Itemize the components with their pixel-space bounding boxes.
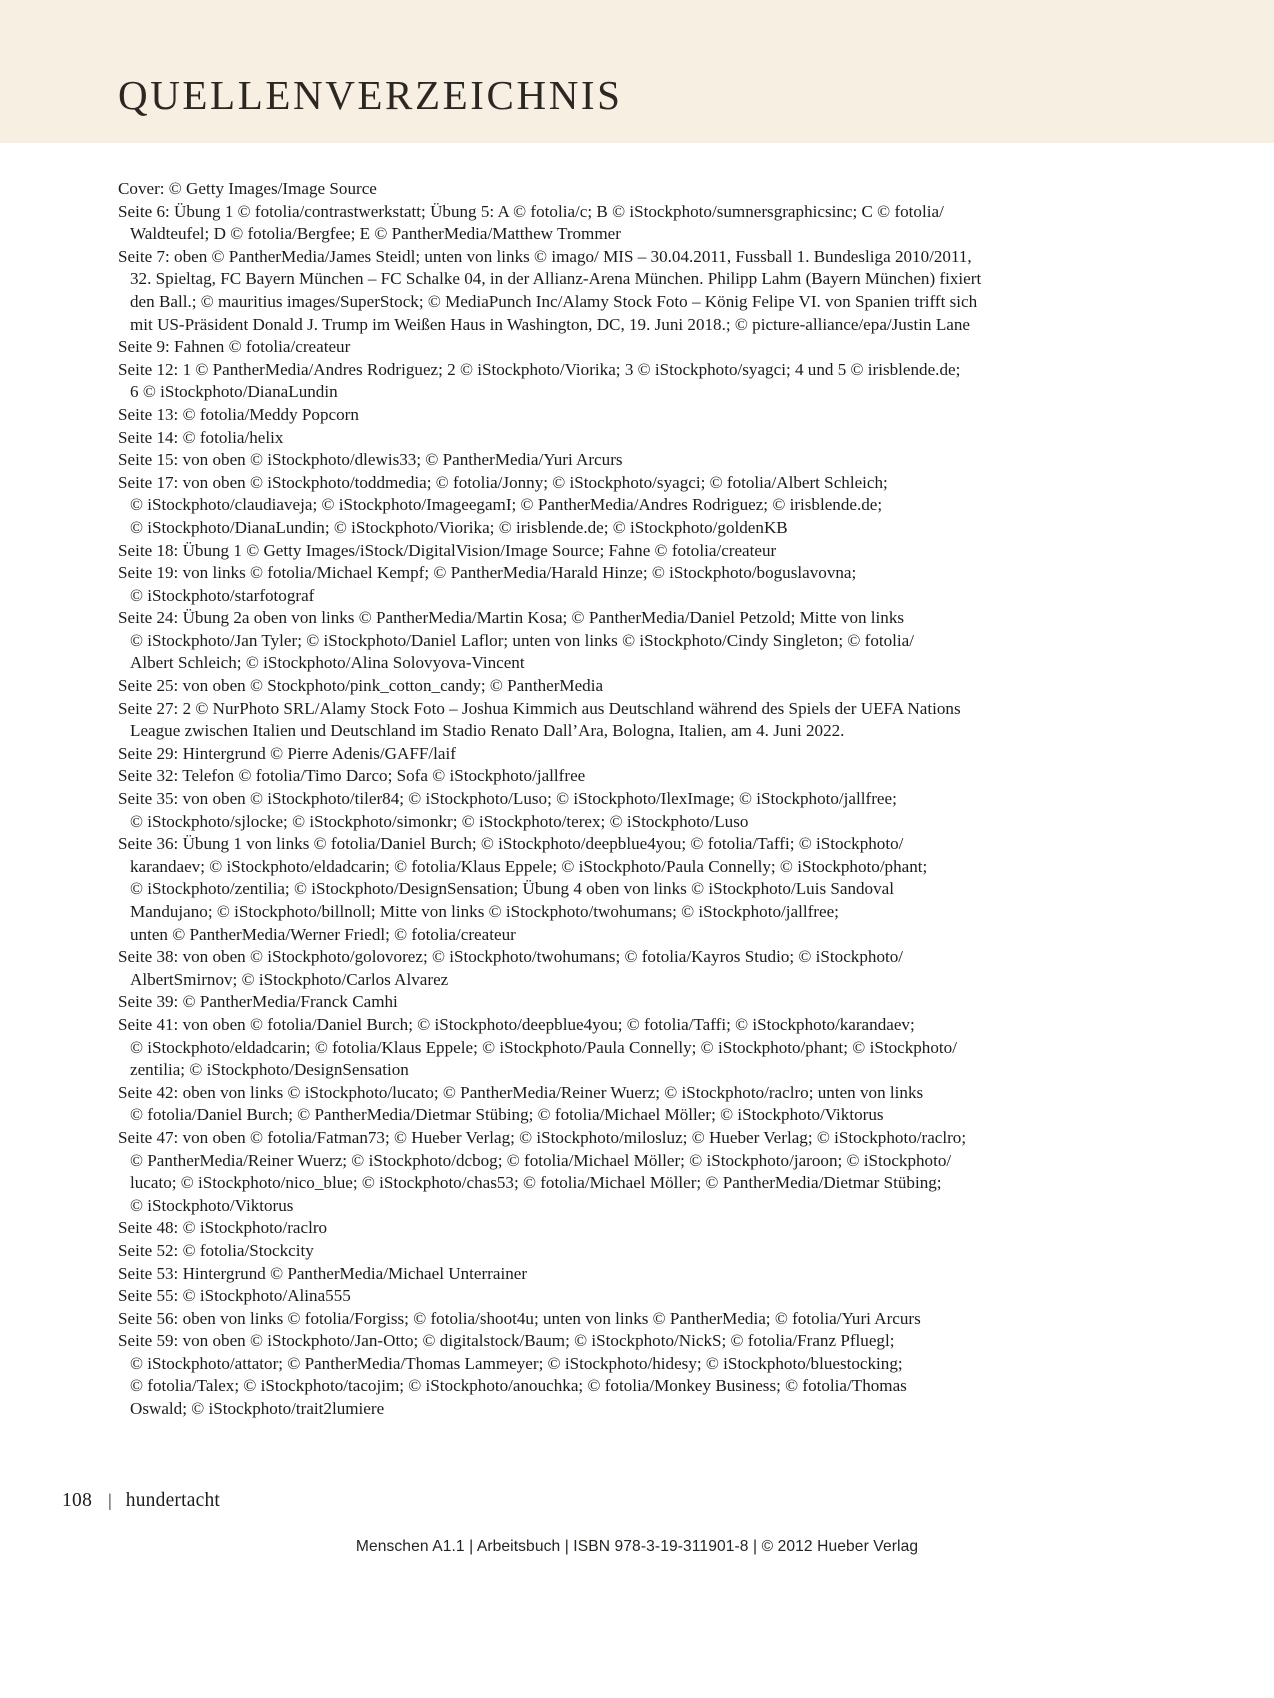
source-entry-line: Seite 6: Übung 1 © fotolia/contrastwerkstatt; Übung 5: A © fotolia/c; B © iStockphoto/sumnersgraphicsinc; C © fotolia/ xyxy=(118,201,944,221)
source-entry-line: Seite 29: Hintergrund © Pierre Adenis/GAFF/laif xyxy=(118,743,456,763)
source-entry-line: AlbertSmirnov; © iStockphoto/Carlos Alvarez xyxy=(130,969,449,989)
source-entry-line: Mandujano; © iStockphoto/billnoll; Mitte von links © iStockphoto/twohumans; © iStockphoto/jallfree; xyxy=(130,902,839,921)
source-entry xyxy=(118,675,1048,698)
source-entry-line: Seite 27: 2 © NurPhoto SRL/Alamy Stock Foto – Joshua Kimmich aus Deutschland während des Spiels der UEFA Nations xyxy=(118,698,961,718)
source-entry-line: © iStockphoto/DianaLundin; © iStockphoto/Viorika; © irisblende.de; © iStockphoto/goldenKB xyxy=(130,517,788,537)
source-entry-line: © fotolia/Talex; © iStockphoto/tacojim; © iStockphoto/anouchka; © fotolia/Monkey Business; © fotolia/Thomas xyxy=(130,1376,907,1396)
source-entry xyxy=(118,336,1048,359)
source-entry xyxy=(118,1330,1048,1420)
source-entry xyxy=(118,359,1048,404)
source-entry-line: © PantherMedia/Reiner Wuerz; © iStockphoto/dcbog; © fotolia/Michael Möller; © iStockphoto/jaroon; © iStockphoto/ xyxy=(130,1150,952,1170)
source-entry-line: Seite 36: Übung 1 von links © fotolia/Daniel Burch; © iStockphoto/deepblue4you; © fotolia/Taffi; © iStockphoto/ xyxy=(118,834,904,854)
source-entry-line: © iStockphoto/zentilia; © iStockphoto/DesignSensation; Übung 4 oben von links © iStockphoto/Luis Sandoval xyxy=(130,879,894,899)
source-entry-line: Albert Schleich; © iStockphoto/Alina Solovyova-Vincent xyxy=(130,653,525,673)
source-entry xyxy=(118,991,1048,1014)
source-entry-line: Seite 13: © fotolia/Meddy Popcorn xyxy=(118,404,359,424)
source-entry-line: Seite 7: oben © PantherMedia/James Steidl; unten von links © imago/ MIS – 30.04.2011, Fussball 1. Bundesliga 2010/2011, xyxy=(118,246,972,266)
source-entry xyxy=(118,1285,1048,1308)
imprint-line: Menschen A1.1 | Arbeitsbuch | ISBN 978-3-19-311901-8 | © 2012 Hueber Verlag xyxy=(355,1538,919,1555)
source-entry xyxy=(118,607,1048,675)
source-entry-line: Seite 9: Fahnen © fotolia/createur xyxy=(118,337,351,357)
source-entry-line: © iStockphoto/Viktorus xyxy=(130,1195,294,1215)
folio xyxy=(62,1490,220,1512)
source-entry-line: Seite 12: 1 © PantherMedia/Andres Rodriguez; 2 © iStockphoto/Viorika; 3 © iStockphoto/syagci; 4 und 5 © irisblende.de; xyxy=(118,359,961,379)
source-entry-line: Seite 18: Übung 1 © Getty Images/iStock/DigitalVision/Image Source; Fahne © fotolia/createur xyxy=(118,540,777,560)
sources-list xyxy=(118,178,1048,1421)
source-entry xyxy=(118,201,1048,246)
source-entry-line: Seite 24: Übung 2a oben von links © PantherMedia/Martin Kosa; © PantherMedia/Daniel Petzold; Mitte von links xyxy=(118,608,905,628)
source-entry-line: mit US-Präsident Donald J. Trump im Weißen Haus in Washington, DC, 19. Juni 2018.; © picture-alliance/epa/Justin Lane xyxy=(130,314,970,334)
source-entry xyxy=(118,472,1048,540)
source-entry-line: © iStockphoto/eldadcarin; © fotolia/Klaus Eppele; © iStockphoto/Paula Connelly; © iStockphoto/phant; © iStockphoto/ xyxy=(130,1037,957,1057)
source-entry xyxy=(118,698,1048,743)
source-entry xyxy=(118,1240,1048,1263)
source-entry-line: Seite 15: von oben © iStockphoto/dlewis33; © PantherMedia/Yuri Arcurs xyxy=(118,450,623,470)
source-entry xyxy=(118,404,1048,427)
source-entry-line: unten © PantherMedia/Werner Friedl; © fotolia/createur xyxy=(130,924,516,944)
source-entry-line: Seite 39: © PantherMedia/Franck Camhi xyxy=(118,992,398,1012)
source-entry-line: © iStockphoto/claudiaveja; © iStockphoto/ImageegamI; © PantherMedia/Andres Rodriguez; © irisblende.de; xyxy=(130,495,883,515)
source-entry-line: Seite 19: von links © fotolia/Michael Kempf; © PantherMedia/Harald Hinze; © iStockphoto/boguslavovna; xyxy=(118,563,857,583)
source-entry-line: Seite 32: Telefon © fotolia/Timo Darco; Sofa © iStockphoto/jallfree xyxy=(118,766,586,786)
source-entry xyxy=(118,946,1048,991)
source-entry-line: karandaev; © iStockphoto/eldadcarin; © fotolia/Klaus Eppele; © iStockphoto/Paula Connelly; © iStockphoto/phant; xyxy=(130,856,928,876)
source-entry xyxy=(118,1308,1048,1331)
source-entry-line: League zwischen Italien und Deutschland im Stadio Renato Dall’Ara, Bologna, Italien, am 4. Juni 2022. xyxy=(130,721,845,741)
source-entry-line: © iStockphoto/sjlocke; © iStockphoto/simonkr; © iStockphoto/terex; © iStockphoto/Luso xyxy=(130,811,749,831)
source-entry-line: Seite 53: Hintergrund © PantherMedia/Michael Unterrainer xyxy=(118,1263,528,1283)
source-entry xyxy=(118,1127,1048,1217)
source-entry-line: 32. Spieltag, FC Bayern München – FC Schalke 04, in der Allianz-Arena München. Philipp Lahm (Bayern München) fixiert xyxy=(130,269,982,289)
source-entry xyxy=(118,833,1048,946)
source-entry xyxy=(118,540,1048,563)
source-entry-line: Seite 55: © iStockphoto/Alina555 xyxy=(118,1286,351,1306)
source-entry-line: Seite 41: von oben © fotolia/Daniel Burch; © iStockphoto/deepblue4you; © fotolia/Taffi; © iStockphoto/karandaev; xyxy=(118,1014,915,1034)
source-entry xyxy=(118,1217,1048,1240)
source-entry-line: Seite 17: von oben © iStockphoto/toddmedia; © fotolia/Jonny; © iStockphoto/syagci; © fotolia/Albert Schleich; xyxy=(118,472,888,492)
source-entry-line: © iStockphoto/Jan Tyler; © iStockphoto/Daniel Laflor; unten von links © iStockphoto/Cindy Singleton; © fotolia/ xyxy=(130,630,914,650)
source-entry xyxy=(118,1014,1048,1082)
source-entry-line: Seite 35: von oben © iStockphoto/tiler84; © iStockphoto/Luso; © iStockphoto/IlexImage; © iStockphoto/jallfree; xyxy=(118,789,897,809)
page-title: QUELLENVERZEICHNIS xyxy=(118,72,623,118)
source-entry-line: © iStockphoto/starfotograf xyxy=(130,585,315,605)
source-entry-line: Seite 42: oben von links © iStockphoto/lucato; © PantherMedia/Reiner Wuerz; © iStockphoto/raclro; unten von links xyxy=(118,1082,924,1102)
source-entry-line: lucato; © iStockphoto/nico_blue; © iStockphoto/chas53; © fotolia/Michael Möller; © PantherMedia/Dietmar Stübing; xyxy=(130,1173,942,1193)
source-entry-line: Cover: © Getty Images/Image Source xyxy=(118,179,377,198)
source-entry-line: zentilia; © iStockphoto/DesignSensation xyxy=(130,1060,409,1080)
folio-number-word: hundertacht xyxy=(125,1490,221,1511)
source-entry xyxy=(118,562,1048,607)
source-entry xyxy=(118,449,1048,472)
folio-number: 108 xyxy=(62,1490,93,1511)
source-entry xyxy=(118,743,1048,766)
source-entry xyxy=(118,1082,1048,1127)
source-entry xyxy=(118,427,1048,450)
source-entry-line: Seite 48: © iStockphoto/raclro xyxy=(118,1218,328,1238)
source-entry-line: 6 © iStockphoto/DianaLundin xyxy=(130,382,338,402)
source-entry-line: Seite 38: von oben © iStockphoto/golovorez; © iStockphoto/twohumans; © fotolia/Kayros Studio; © iStockphoto/ xyxy=(118,947,904,967)
source-entry-line: Seite 59: von oben © iStockphoto/Jan-Otto; © digitalstock/Baum; © iStockphoto/NickS; © fotolia/Franz Pfluegl; xyxy=(118,1331,895,1351)
source-entry-line: Seite 56: oben von links © fotolia/Forgiss; © fotolia/shoot4u; unten von links © PantherMedia; © fotolia/Yuri Arcurs xyxy=(118,1308,921,1328)
source-entry xyxy=(118,1263,1048,1286)
source-entry xyxy=(118,178,1048,201)
source-entry-line: Seite 25: von oben © Stockphoto/pink_cotton_candy; © PantherMedia xyxy=(118,676,604,696)
source-entry xyxy=(118,765,1048,788)
source-entry xyxy=(118,246,1048,336)
folio-separator: | xyxy=(108,1490,112,1510)
source-entry xyxy=(118,788,1048,833)
source-entry-line: Oswald; © iStockphoto/trait2lumiere xyxy=(130,1399,385,1419)
source-entry-line: Seite 14: © fotolia/helix xyxy=(118,427,284,447)
source-entry-line: den Ball.; © mauritius images/SuperStock; © MediaPunch Inc/Alamy Stock Foto – König Felipe VI. von Spanien trifft sich xyxy=(130,291,978,311)
source-entry-line: Seite 52: © fotolia/Stockcity xyxy=(118,1240,314,1260)
source-entry-line: Seite 47: von oben © fotolia/Fatman73; © Hueber Verlag; © iStockphoto/milosluz; © Hueber Verlag; © iStockphoto/raclro; xyxy=(118,1127,967,1147)
source-entry-line: © iStockphoto/attator; © PantherMedia/Thomas Lammeyer; © iStockphoto/hidesy; © iStockphoto/bluestocking; xyxy=(130,1353,903,1373)
source-entry-line: © fotolia/Daniel Burch; © PantherMedia/Dietmar Stübing; © fotolia/Michael Möller; © iStockphoto/Viktorus xyxy=(130,1105,884,1125)
source-entry-line: Waldteufel; D © fotolia/Bergfee; E © PantherMedia/Matthew Trommer xyxy=(130,224,621,244)
